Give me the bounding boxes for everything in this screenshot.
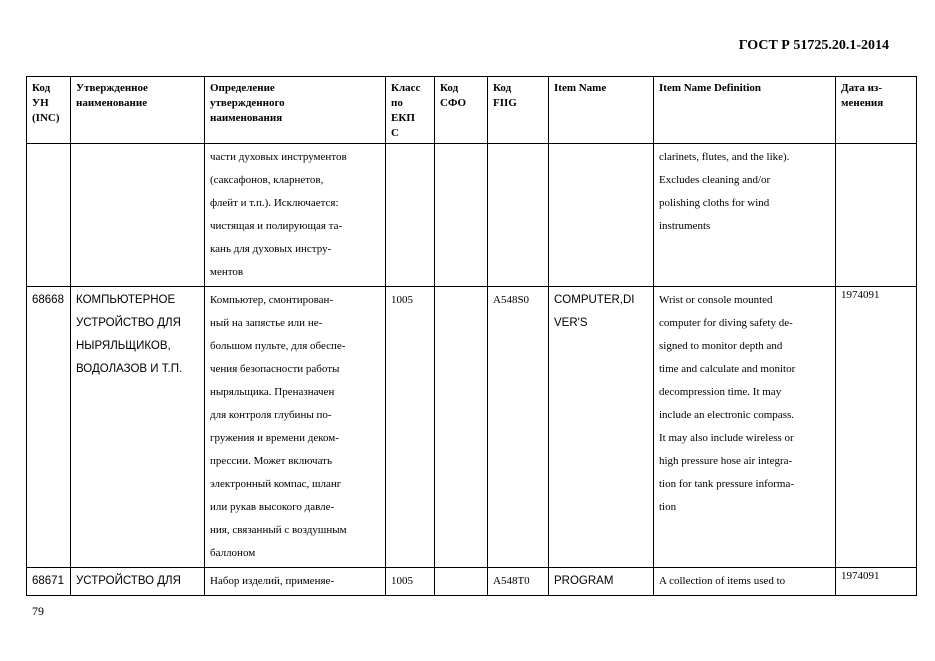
header-approved-name: Утвержденное наименование xyxy=(71,77,205,144)
cell-code: 68671 xyxy=(27,568,71,596)
header-change-date: Дата из- менения xyxy=(836,77,917,144)
cell-code: 68668 xyxy=(27,287,71,568)
header-fiig-code: Код FIIG xyxy=(488,77,549,144)
cell-definition: Набор изделий, применяе- xyxy=(205,568,386,596)
cell-fiig: A548S0 xyxy=(488,287,549,568)
cell-name xyxy=(71,144,205,287)
cell-fiig: A548T0 xyxy=(488,568,549,596)
cell-sfo xyxy=(435,144,488,287)
cell-item-definition: clarinets, flutes, and the like). Excludes cleaning and/or polishing cloths for wind instruments xyxy=(654,144,836,287)
cell-name: КОМПЬЮТЕРНОЕ УСТРОЙСТВО ДЛЯ НЫРЯЛЬЩИКОВ, ВОДОЛАЗОВ И Т.П. xyxy=(71,287,205,568)
cell-class xyxy=(386,144,435,287)
table-header-row xyxy=(27,77,917,144)
cell-sfo xyxy=(435,568,488,596)
header-item-name-definition: Item Name Definition xyxy=(654,77,836,144)
header-sfo-code: Код СФО xyxy=(435,77,488,144)
table-row xyxy=(27,568,917,596)
table-row xyxy=(27,144,917,287)
cell-class: 1005 xyxy=(386,568,435,596)
cell-class: 1005 xyxy=(386,287,435,568)
cell-item-name: PROGRAM xyxy=(549,568,654,596)
page-number: 79 xyxy=(32,604,44,618)
header-approved-name-definition: Определение утвержденного наименования xyxy=(205,77,386,144)
cell-definition: части духовых инструментов (саксафонов, кларнетов, флейт и т.п.). Исключается: чистящая и полирующая та- кань для духовых инстру- ментов xyxy=(205,144,386,287)
document-code: ГОСТ Р 51725.20.1-2014 xyxy=(738,38,889,53)
cell-date: 1974091 xyxy=(836,287,917,568)
cell-definition: Компьютер, смонтирован- ный на запястье или не- большом пульте, для обеспе- чения безопасности работы ныряльщика. Преназначен для контроля глубины по- гружения и времени деком- прессии. Может включать электронный компас, шланг или рукав высокого давле- ния, связанный с воздушным баллоном xyxy=(205,287,386,568)
cell-sfo xyxy=(435,287,488,568)
cell-name: УСТРОЙСТВО ДЛЯ xyxy=(71,568,205,596)
cell-item-name: COMPUTER,DI VER'S xyxy=(549,287,654,568)
cell-date: 1974091 xyxy=(836,568,917,596)
header-item-name: Item Name xyxy=(549,77,654,144)
table-row xyxy=(27,287,917,568)
cell-item-definition: Wrist or console mounted computer for diving safety de- signed to monitor depth and time and calculate and monitor decompression time. It may include an electronic compass. It may also include wireless or high pressure hose air integra- tion for tank pressure informa- tion xyxy=(654,287,836,568)
header-inc-code: Код УН (INC) xyxy=(27,77,71,144)
classification-table xyxy=(26,76,917,596)
cell-item-name xyxy=(549,144,654,287)
cell-date xyxy=(836,144,917,287)
header-ekps-class: Класс по ЕКП С xyxy=(386,77,435,144)
cell-item-definition: A collection of items used to xyxy=(654,568,836,596)
cell-fiig xyxy=(488,144,549,287)
cell-code xyxy=(27,144,71,287)
